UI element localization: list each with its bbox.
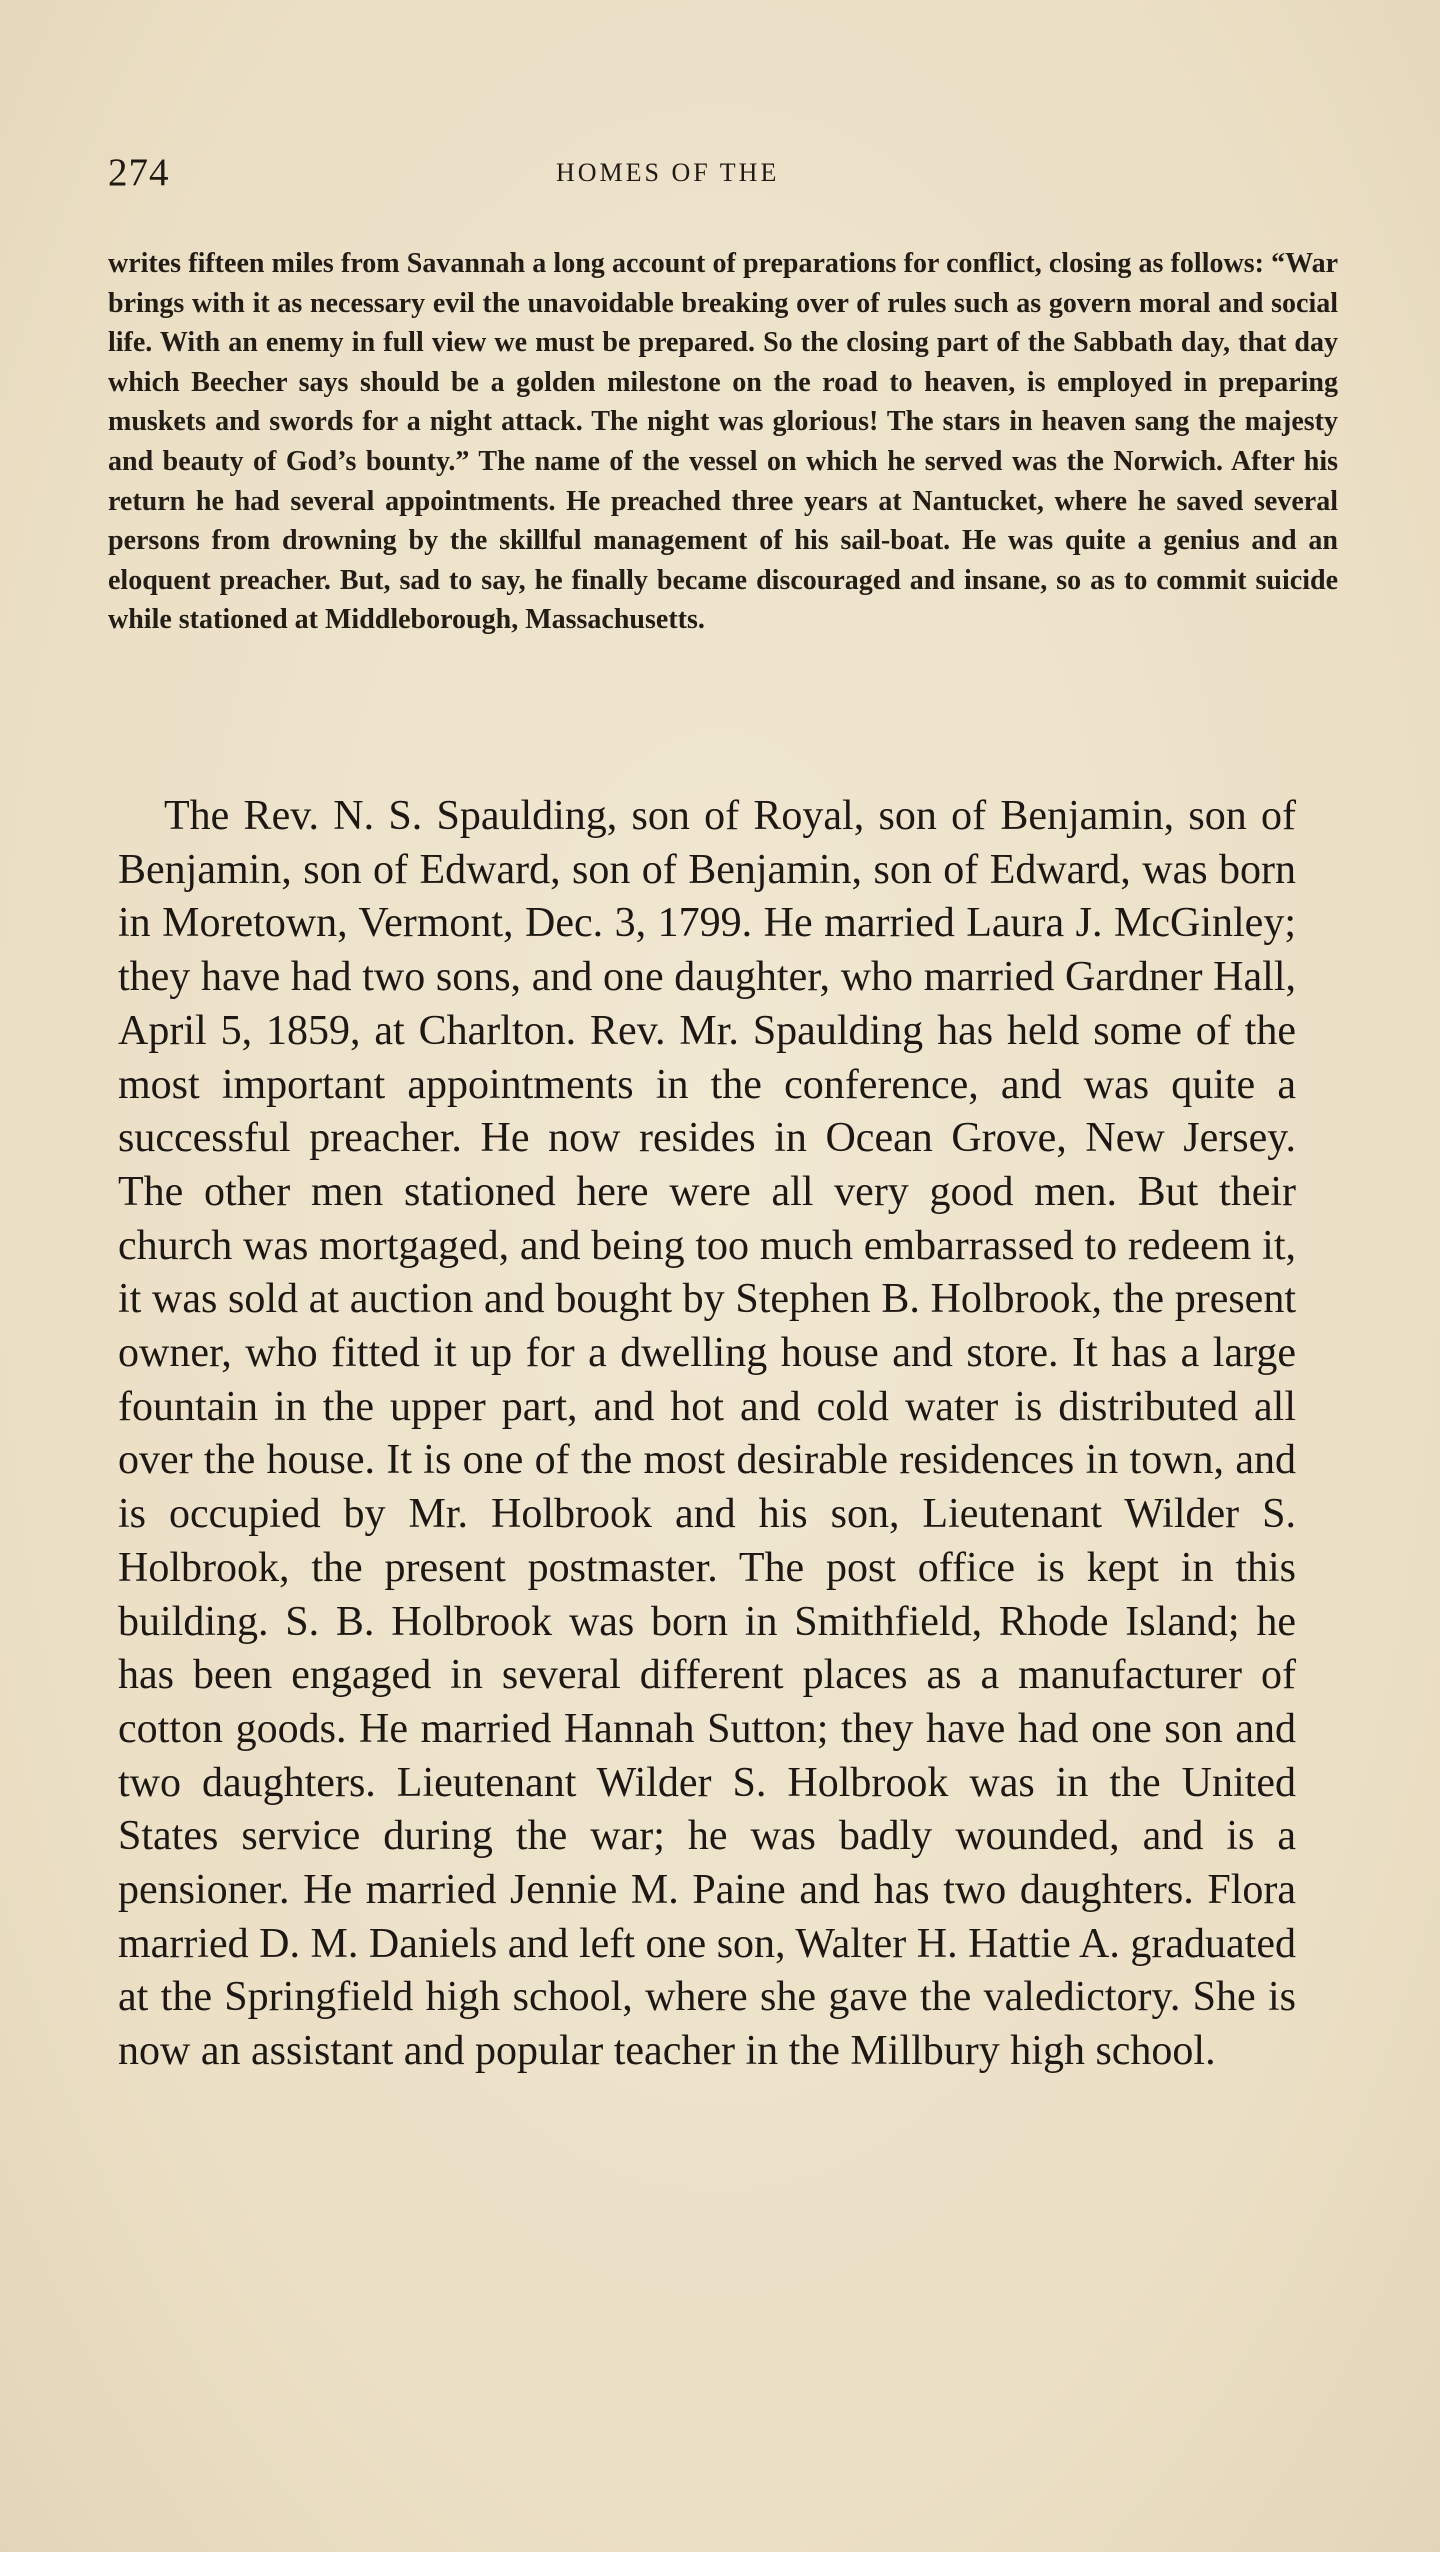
- page-number: 274: [108, 151, 170, 194]
- page-header: [108, 150, 1338, 200]
- main-body-paragraph: The Rev. N. S. Spaulding, son of Royal, son of Benjamin, son of Benjamin, son of Edward, son of Benjamin, son of Edward, was born in Moretown, Vermont, Dec. 3, 1799. He married Laura J. McGinley; they have had two sons, and one daughter, who married Gardner Hall, April 5, 1859, at Charlton. Rev. Mr. Spaulding has held some of the most important appointments in the conference, and was quite a successful preacher. He now resides in Ocean Grove, New Jersey. The other men stationed here were all very good men. But their church was mortgaged, and being too much embarrassed to redeem it, it was sold at auction and bought by Stephen B. Holbrook, the present owner, who fitted it up for a dwelling house and store. It has a large fountain in the upper part, and hot and cold water is distributed all over the house. It is one of the most desirable residences in town, and is occupied by Mr. Holbrook and his son, Lieutenant Wilder S. Holbrook, the present postmaster. The post office is kept in this building. S. B. Holbrook was born in Smithfield, Rhode Island; he has been engaged in several different places as a manufacturer of cotton goods. He married Hannah Sutton; they have had one son and two daughters. Lieutenant Wilder S. Holbrook was in the United States service during the war; he was badly wounded, and is a pensioner. He married Jennie M. Paine and has two daughters. Flora married D. M. Daniels and left one son, Walter H. Hattie A. graduated at the Springfield high school, where she gave the valedictory. She is now an assistant and popular teacher in the Millbury high school.: [118, 793, 1296, 2075]
- running-head: HOMES OF THE: [556, 158, 780, 187]
- quoted-excerpt-paragraph: writes fifteen miles from Savannah a long account of preparations for conflict, closing as follows: “War brings with it as necessary evil the unavoidable breaking over of rules such as govern moral and social life. With an enemy in full view we must be prepared. So the closing part of the Sabbath day, that day which Beecher says should be a golden milestone on the road to heaven, is employed in preparing muskets and swords for a night attack. The night was glorious! The stars in heaven sang the majesty and beauty of God’s bounty.” The name of the vessel on which he served was the Norwich. After his return he had several appointments. He preached three years at Nantucket, where he saved several persons from drowning by the skillful management of his sail-boat. He was quite a genius and an eloquent preacher. But, sad to say, he finally became discouraged and insane, so as to commit suicide while stationed at Middleborough, Massachusetts.: [108, 248, 1338, 636]
